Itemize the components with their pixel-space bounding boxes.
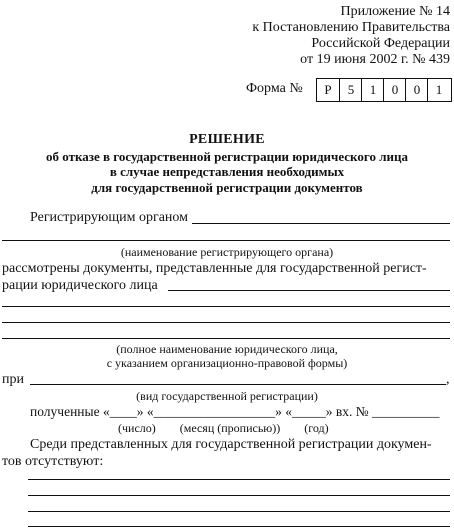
document-subtitle-1: об отказе в государственной регистрации юридического лица (46, 149, 408, 164)
reviewed-text-line-2: рации юридического лица (2, 278, 158, 293)
missing-document-field-3[interactable] (28, 511, 450, 512)
form-code-cell: 0 (405, 79, 428, 101)
registering-authority-label: Регистрирующим органом (30, 210, 188, 225)
form-code-cell: 0 (383, 79, 406, 101)
registering-authority-field[interactable] (192, 223, 450, 224)
legal-entity-caption-2: с указанием организационно-правовой формы) (106, 356, 348, 370)
missing-document-field-2[interactable] (28, 495, 450, 496)
missing-text-line-2: тов отсутствуют: (2, 454, 104, 469)
received-line: полученные «____» «__________________» «_____» вх. № __________ (30, 404, 440, 419)
appendix-line-2: к Постановлению Правительства (252, 20, 450, 35)
document-title: РЕШЕНИЕ (189, 132, 265, 147)
form-code-cell: 5 (339, 79, 362, 101)
form-code-cell: Р (324, 82, 332, 97)
registration-type-label: при (2, 372, 24, 387)
document-subtitle-3: для государственной регистрации документов (91, 180, 363, 195)
appendix-line-3: Российской Федерации (311, 36, 450, 51)
registration-type-caption: (вид государственной регистрации) (136, 389, 318, 403)
form-code-cell: 1 (361, 79, 384, 101)
registration-type-field[interactable] (30, 384, 446, 385)
registration-type-comma: , (446, 372, 450, 387)
form-code-box (316, 78, 452, 102)
registering-authority-caption: (наименование регистрирующего органа) (120, 245, 334, 259)
legal-entity-field-4[interactable] (2, 338, 450, 339)
missing-document-field-1[interactable] (28, 479, 450, 480)
document-subtitle-2: в случае непредставления необходимых (109, 164, 345, 179)
reviewed-text-line-1: рассмотрены документы, представленные для государственной регист- (2, 261, 427, 276)
legal-entity-field[interactable] (168, 290, 450, 291)
missing-document-field-4[interactable] (28, 526, 450, 527)
legal-entity-field-3[interactable] (2, 322, 450, 323)
appendix-line-4: от 19 июня 2002 г. № 439 (300, 52, 450, 67)
registering-authority-field-cont[interactable] (2, 240, 450, 241)
form-number-label: Форма № (246, 81, 303, 96)
legal-entity-caption-1: (полное наименование юридического лица, (116, 342, 338, 356)
received-date-caption: (число) (месяц (прописью)) (год) (118, 421, 329, 435)
appendix-line-1: Приложение № 14 (340, 4, 450, 19)
missing-text-line-1: Среди представленных для государственной регистрации докумен- (30, 437, 432, 452)
form-code-cell: 1 (427, 79, 450, 101)
legal-entity-field-2[interactable] (2, 306, 450, 307)
